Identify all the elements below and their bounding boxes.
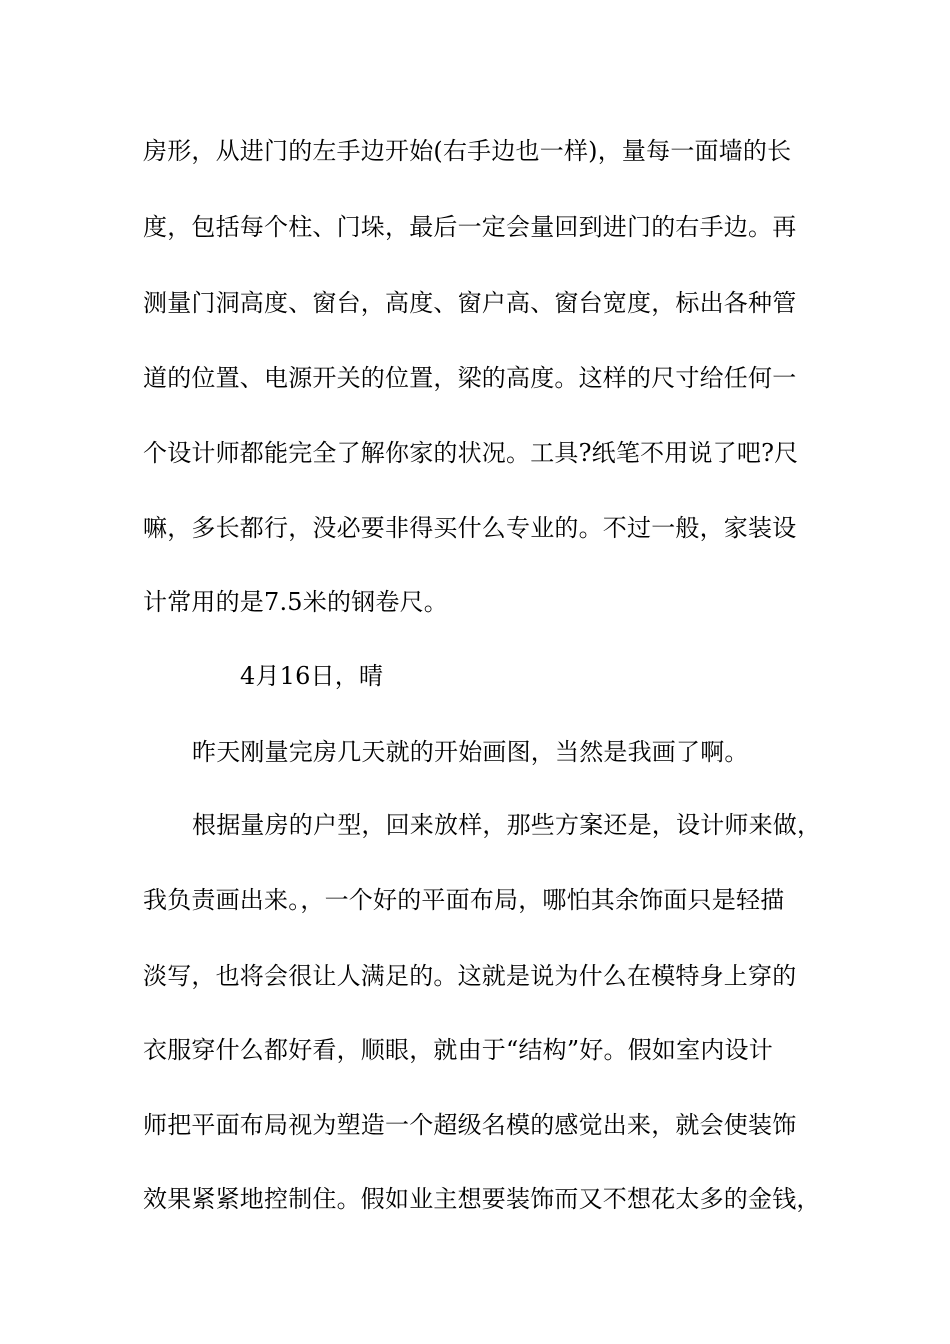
text-line: 效果紧紧地控制住。假如业主想要装饰而又不想花太多的金钱，: [143, 1185, 821, 1213]
text-line: 淡写，也将会很让人满足的。这就是说为什么在模特身上穿的: [143, 962, 797, 990]
text-line: 嘛，多长都行，没必要非得买什么专业的。不过一般，家装设: [143, 514, 797, 542]
text-line: 我负责画出来。，一个好的平面布局，哪怕其余饰面只是轻描: [143, 886, 785, 914]
text-line: 计常用的是7.5米的钢卷尺。: [143, 588, 448, 616]
text-line: 道的位置、电源开关的位置，梁的高度。这样的尺寸给任何一: [143, 364, 797, 392]
paragraph-first-line: 昨天刚量完房几天就的开始画图，当然是我画了啊。: [192, 738, 749, 766]
text-line: 衣服穿什么都好看，顺眼，就由于“结构”好。假如室内设计: [143, 1036, 773, 1064]
paragraph-first-line: 根据量房的户型，回来放样，那些方案还是，设计师来做，: [192, 811, 822, 839]
text-line: 房形，从进门的左手边开始(右手边也一样)，量每一面墙的长: [143, 137, 792, 165]
text-line: 测量门洞高度、窗台，高度、窗户高、窗台宽度，标出各种管: [143, 289, 797, 317]
text-line: 度，包括每个柱、门垛，最后一定会量回到进门的右手边。再: [143, 213, 797, 241]
text-line: 个设计师都能完全了解你家的状况。工具?纸笔不用说了吧?尺: [143, 439, 799, 467]
text-line: 师把平面布局视为塑造一个超级名模的感觉出来，就会使装饰: [143, 1111, 797, 1139]
diary-date-heading: 4月16日，晴: [240, 662, 384, 690]
